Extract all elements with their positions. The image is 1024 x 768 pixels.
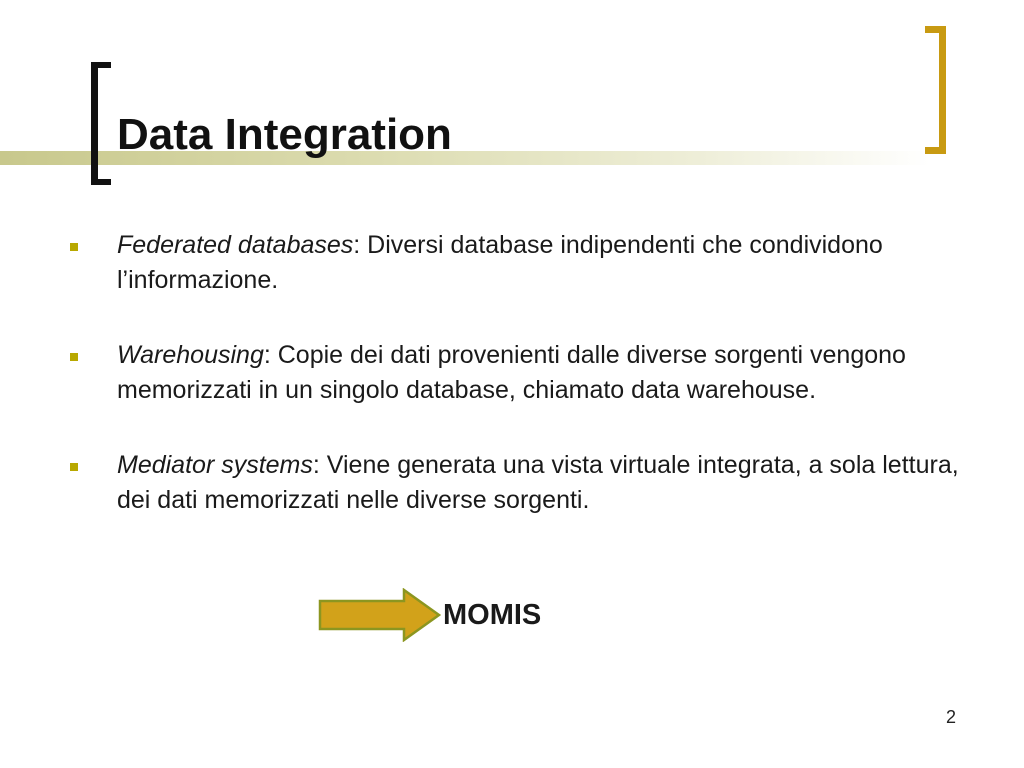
bullet-item-warehousing [70, 338, 960, 408]
bullet-term: Mediator systems [117, 451, 313, 479]
bullet-list [70, 228, 960, 518]
right-bracket-decoration [925, 26, 946, 154]
bullet-square-icon [70, 243, 78, 251]
bullet-text: : Copie dei dati provenienti dalle diverse sorgenti vengono memorizzati in un singolo database, chiamato data warehouse. [117, 341, 906, 404]
arrow-right-icon [318, 588, 442, 642]
bullet-text: : Viene generata una vista virtuale integrata, a sola lettura, dei dati memorizzati nelle diverse sorgenti. [117, 451, 959, 514]
arrow-target-label: MOMIS [443, 599, 542, 631]
bullet-text: : Diversi database indipendenti che condividono l’informazione. [117, 231, 883, 294]
left-bracket-decoration [91, 62, 111, 185]
bullet-item-mediator-systems [70, 448, 960, 518]
slide-title: Data Integration [117, 110, 452, 159]
bullet-square-icon [70, 463, 78, 471]
bullet-term: Federated databases [117, 231, 354, 259]
bullet-term: Warehousing [117, 341, 264, 369]
page-number: 2 [945, 707, 956, 727]
bullet-item-federated-databases [70, 228, 960, 298]
bullet-square-icon [70, 353, 78, 361]
